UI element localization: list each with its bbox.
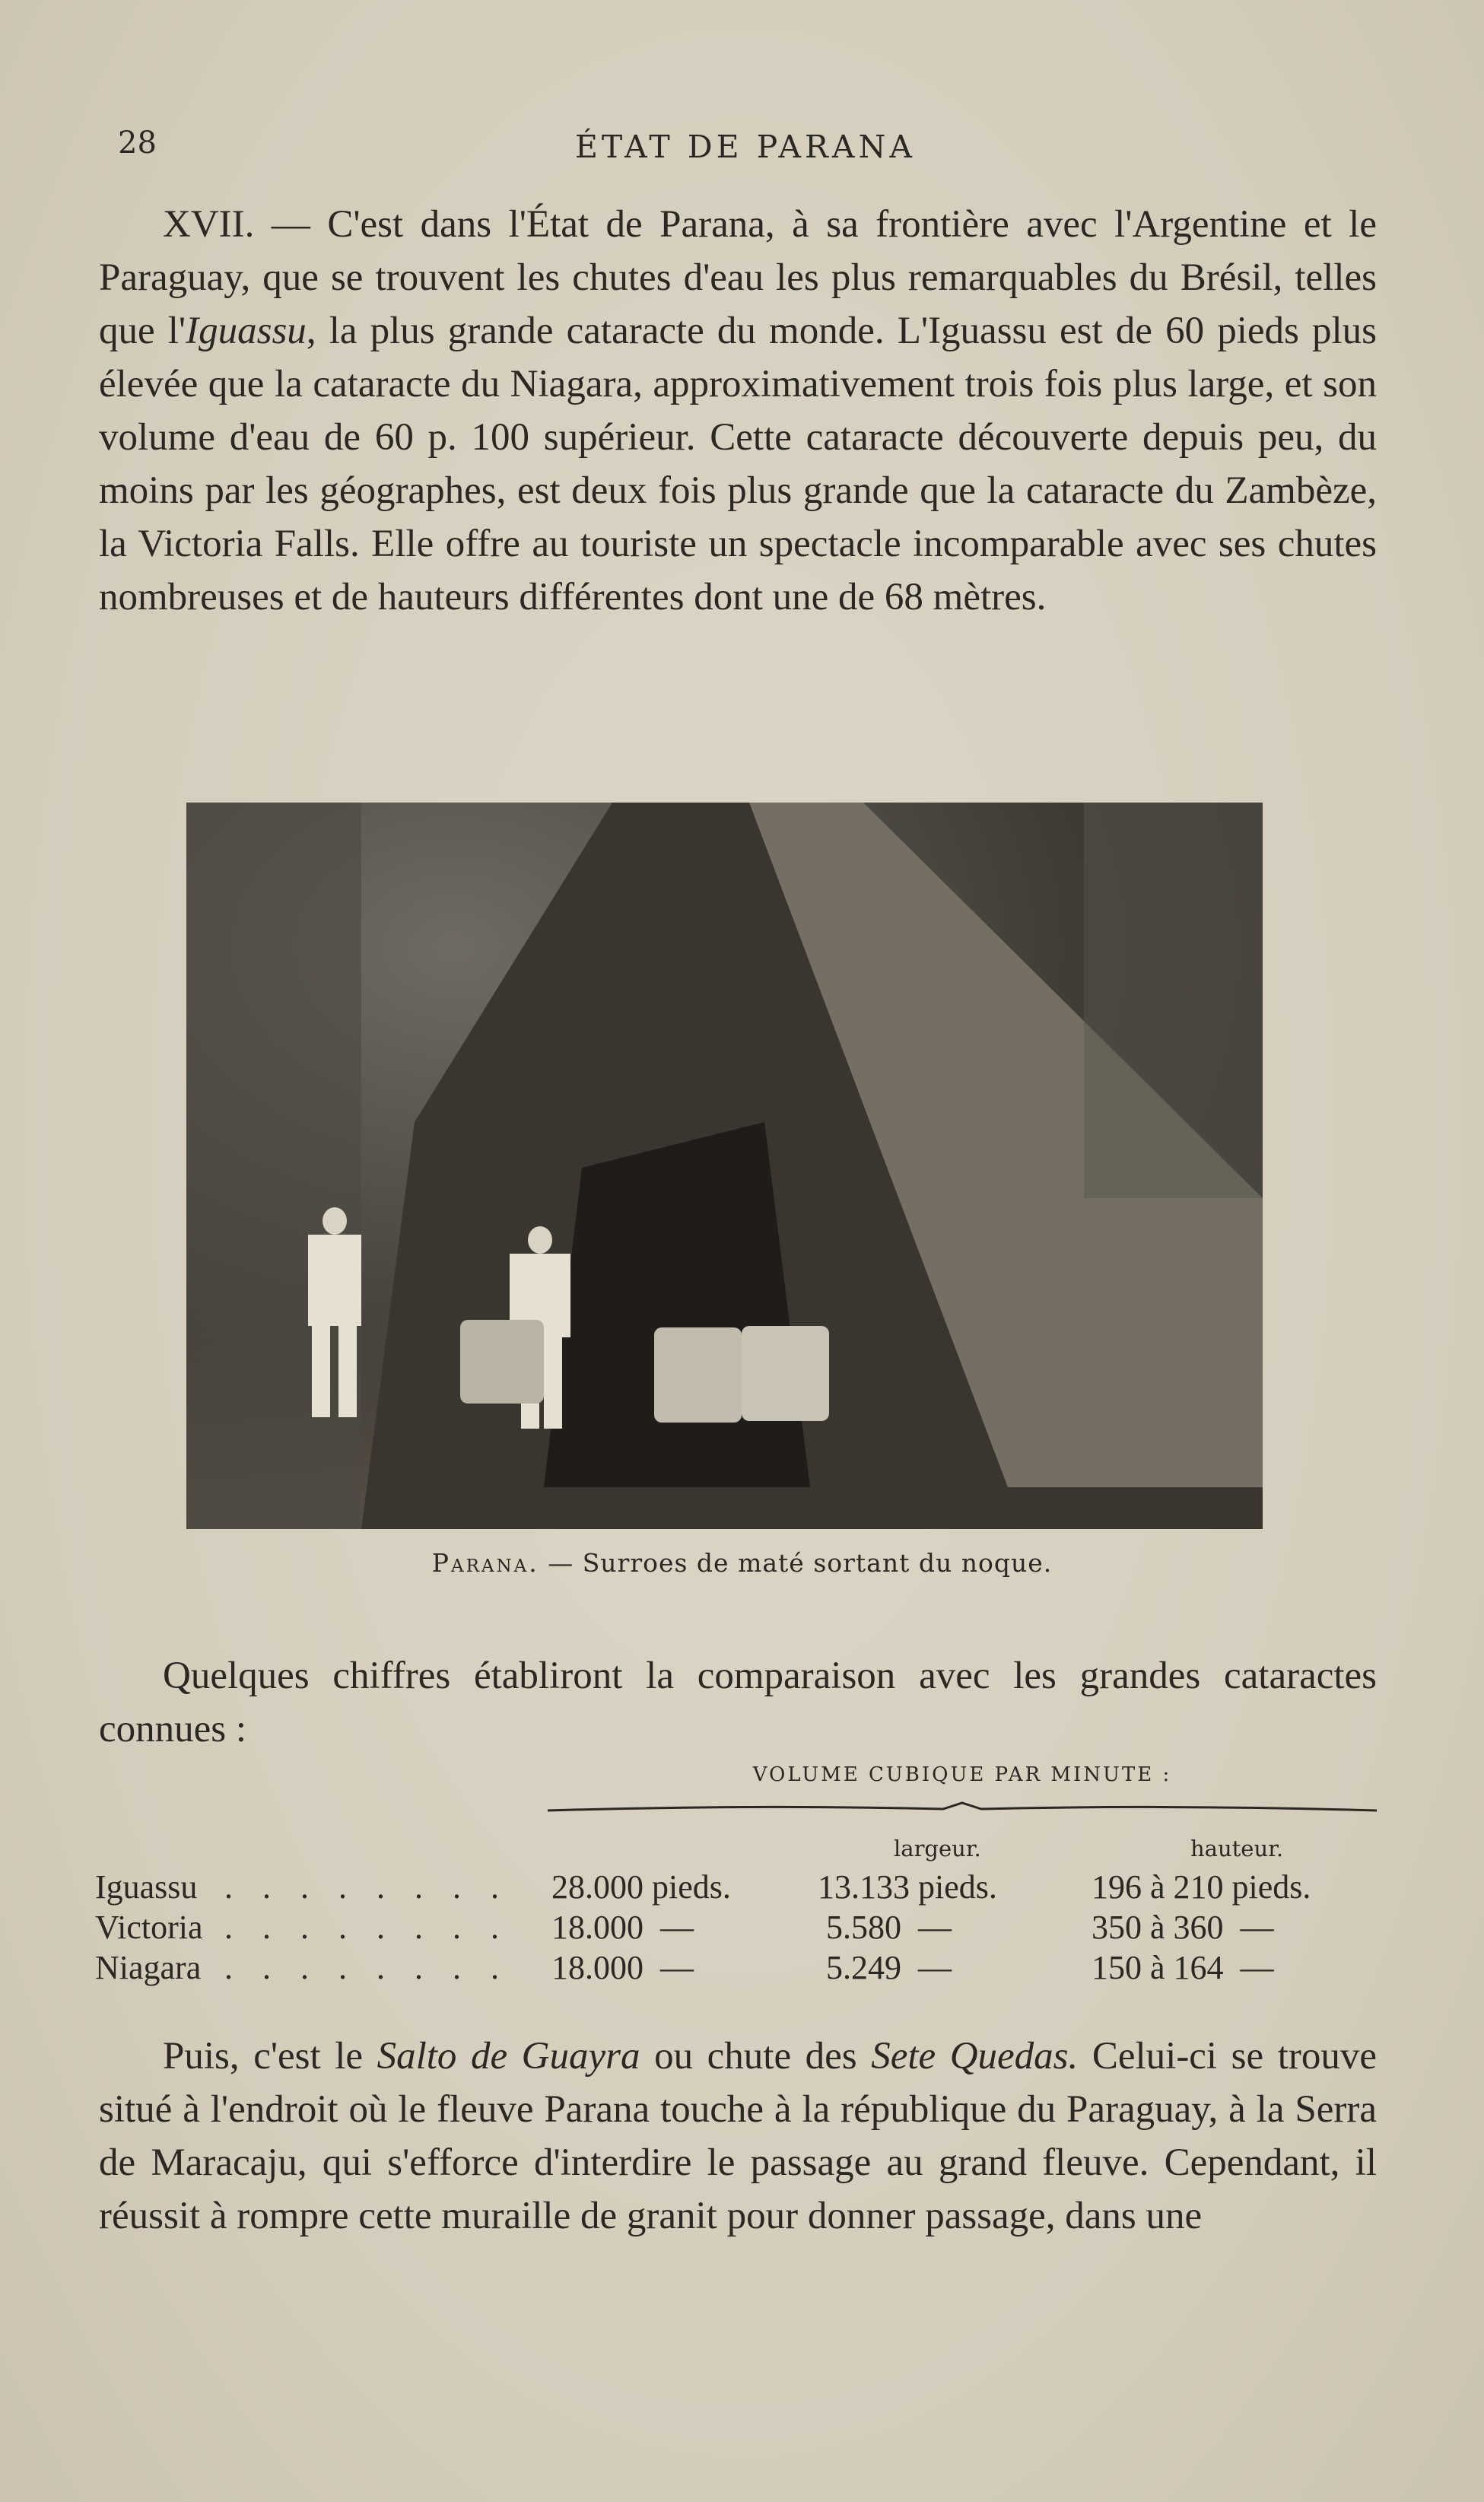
hut-opening: [544, 1122, 810, 1487]
leader-dots: . . . . . . . .: [224, 1949, 510, 1986]
figure-caption: [0, 1548, 1484, 1578]
table-row: [95, 1908, 1381, 1949]
row-volume: 18.000 —: [551, 1909, 694, 1946]
row-width: 5.580 —: [818, 1909, 952, 1946]
row-name: Victoria: [95, 1909, 203, 1946]
leader-dots: . . . . . . . .: [224, 1868, 510, 1906]
row-width: 5.249 —: [818, 1949, 952, 1986]
caption-place: Parana.: [431, 1548, 539, 1578]
trees-left: [186, 803, 361, 1529]
mate-bale: [460, 1320, 544, 1404]
table-heading: VOLUME CUBIQUE PAR MINUTE :: [752, 1763, 1172, 1786]
salto-italic: Salto de Guayra: [377, 2035, 640, 2078]
paragraph-text-b: ou chute des: [640, 2035, 872, 2078]
subhead-largeur: largeur.: [894, 1836, 981, 1861]
mate-bale: [742, 1326, 829, 1421]
table-row: [95, 1948, 1381, 1989]
row-volume: 28.000 pieds.: [551, 1868, 731, 1906]
row-name: Iguassu: [95, 1868, 198, 1906]
paragraph-xvii-text-b: , la plus grande cataracte du monde. L'Iguassu est de 60 pieds plus élevée que la cataracte du Niagara, approximativement trois fois plus large, et son volume d'eau de 60 p. 100 supérieur. Cette cataracte découverte depuis peu, du moins par les géographes, est deux fois plus grande que la cataracte du Zambèze, la Victoria Falls. Elle offre au touriste un spectacle incomparable avec ses chutes nombreuses et de hauteurs différentes dont une de 68 mètres.: [99, 310, 1377, 618]
row-width: 13.133 pieds.: [818, 1868, 997, 1906]
mate-bale: [654, 1327, 742, 1423]
paragraph-text-a: Puis, c'est le: [163, 2035, 377, 2078]
row-height: 196 à 210 pieds.: [1092, 1868, 1311, 1906]
row-height: 150 à 164 —: [1092, 1949, 1274, 1986]
row-name: Niagara: [95, 1949, 202, 1986]
paragraph-xvii-text-a: XVII. — C'est dans l'État de Parana, à sa frontière avec l'Argentine et le Paraguay, que se trouvent les chutes d'eau les plus remarquables du Brésil, telles que l': [99, 203, 1377, 352]
paragraph-salto-de-guayra: [99, 2030, 1377, 2243]
page-number: 28: [118, 126, 157, 161]
table-brace-rule: [548, 1801, 1377, 1817]
paragraph-comparison: Quelques chiffres établiront la comparaison avec les grandes cataractes connues :: [99, 1655, 1377, 1750]
iguassu-italic: Iguassu: [186, 310, 307, 352]
photograph-mate-bales: [186, 803, 1263, 1529]
subhead-hauteur: hauteur.: [1190, 1836, 1284, 1861]
row-height: 350 à 360 —: [1092, 1909, 1274, 1946]
paragraph-xvii: [99, 198, 1377, 624]
table-row: [95, 1868, 1381, 1909]
row-volume: 18.000 —: [551, 1949, 694, 1986]
trees-right: [1084, 803, 1263, 1198]
sete-quedas-italic: Sete Quedas.: [871, 2035, 1079, 2078]
paragraph-text-c: Celui-ci se trouve situé à l'endroit où le fleuve Parana touche à la république du Paraguay, à la Serra de Maracaju, qui s'efforce d'interdire le passage au grand fleuve. Cependant, il réussit à rompre cette muraille de granit pour donner passage, dans une: [99, 2035, 1377, 2237]
caption-text: — Surroes de maté sortant du noque.: [539, 1548, 1053, 1578]
page-header: [118, 126, 1373, 171]
running-head: ÉTAT DE PARANA: [574, 129, 916, 165]
leader-dots: . . . . . . . .: [224, 1909, 510, 1946]
photo-illustration: [186, 803, 1263, 1529]
